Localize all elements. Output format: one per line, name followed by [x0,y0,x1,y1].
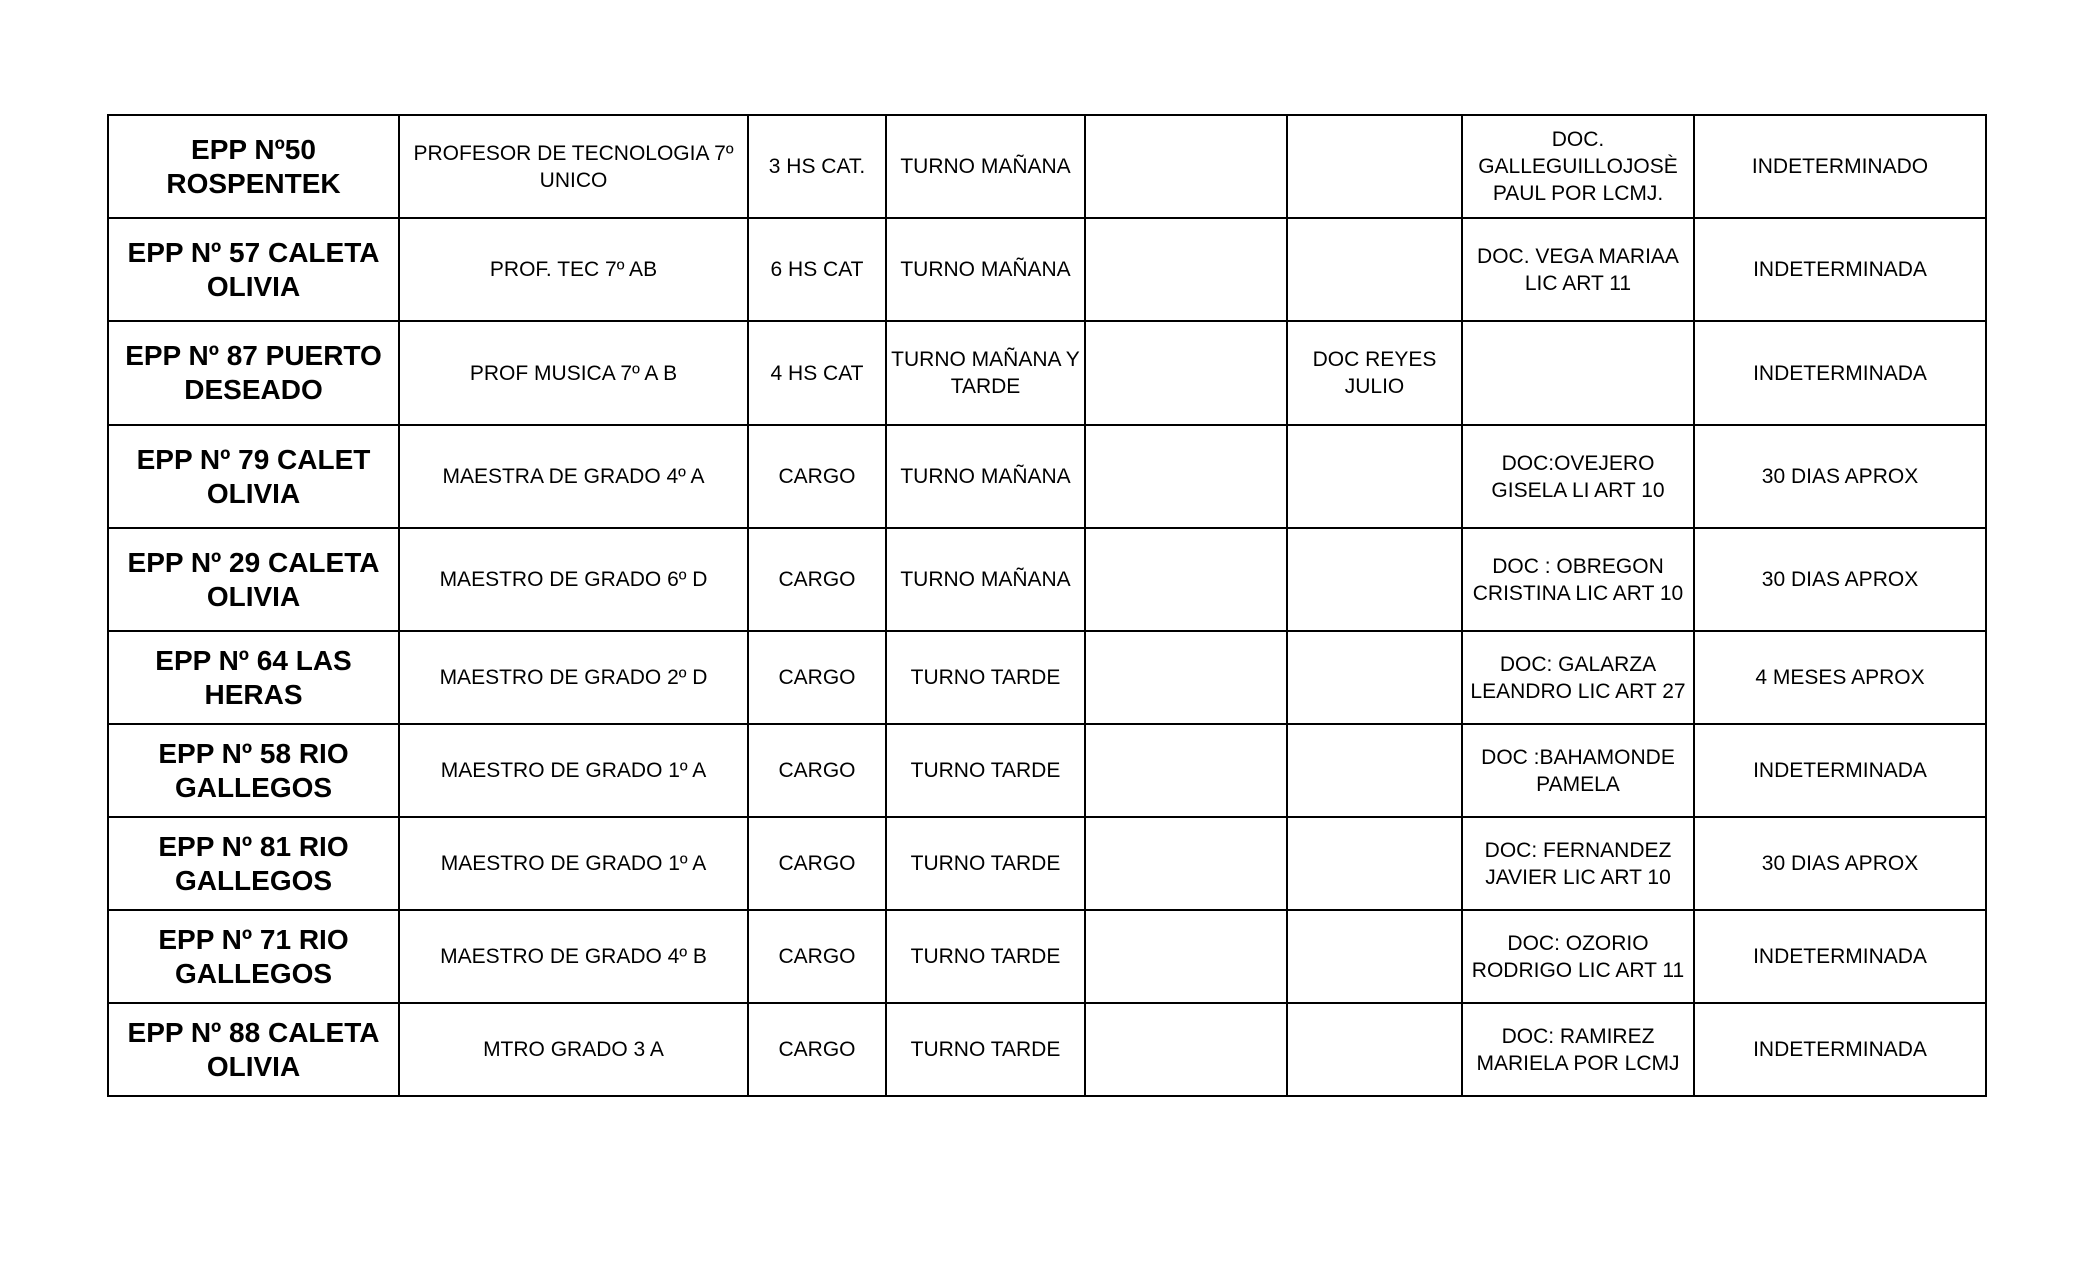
position-cell: MAESTRO DE GRADO 1º A [399,724,748,817]
school-cell: EPP Nº 57 CALETA OLIVIA [108,218,399,321]
position-cell: PROFESOR DE TECNOLOGIA 7º UNICO [399,115,748,218]
school-cell: EPP Nº50 ROSPENTEK [108,115,399,218]
substitute-cell [1287,817,1462,910]
school-cell: EPP Nº 87 PUERTO DESEADO [108,321,399,425]
duration-cell: 30 DIAS APROX [1694,817,1986,910]
empty-cell [1085,115,1287,218]
hours-cell: CARGO [748,1003,886,1096]
teacher-cell: DOC: OZORIO RODRIGO LIC ART 11 [1462,910,1694,1003]
shift-cell: TURNO TARDE [886,724,1085,817]
position-cell: MTRO GRADO 3 A [399,1003,748,1096]
hours-cell: CARGO [748,425,886,528]
vacancies-table [107,114,1987,1097]
hours-cell: 6 HS CAT [748,218,886,321]
substitute-cell [1287,1003,1462,1096]
duration-cell: INDETERMINADA [1694,910,1986,1003]
table-row [108,817,1986,910]
table-row [108,910,1986,1003]
table-row [108,724,1986,817]
school-cell: EPP Nº 81 RIO GALLEGOS [108,817,399,910]
position-cell: MAESTRO DE GRADO 6º D [399,528,748,631]
table-row [108,425,1986,528]
teacher-cell: DOC: FERNANDEZ JAVIER LIC ART 10 [1462,817,1694,910]
empty-cell [1085,321,1287,425]
teacher-cell: DOC. VEGA MARIAA LIC ART 11 [1462,218,1694,321]
hours-cell: 3 HS CAT. [748,115,886,218]
hours-cell: CARGO [748,817,886,910]
school-cell: EPP Nº 71 RIO GALLEGOS [108,910,399,1003]
teacher-cell: DOC. GALLEGUILLOJOSÈ PAUL POR LCMJ. [1462,115,1694,218]
school-cell: EPP Nº 88 CALETA OLIVIA [108,1003,399,1096]
position-cell: MAESTRO DE GRADO 4º B [399,910,748,1003]
empty-cell [1085,218,1287,321]
empty-cell [1085,528,1287,631]
hours-cell: CARGO [748,528,886,631]
teacher-cell: DOC : OBREGON CRISTINA LIC ART 10 [1462,528,1694,631]
position-cell: PROF MUSICA 7º A B [399,321,748,425]
school-cell: EPP Nº 79 CALET OLIVIA [108,425,399,528]
empty-cell [1085,724,1287,817]
duration-cell: 4 MESES APROX [1694,631,1986,724]
school-cell: EPP Nº 58 RIO GALLEGOS [108,724,399,817]
table-row [108,218,1986,321]
teacher-cell: DOC: GALARZA LEANDRO LIC ART 27 [1462,631,1694,724]
position-cell: MAESTRA DE GRADO 4º A [399,425,748,528]
shift-cell: TURNO TARDE [886,910,1085,1003]
substitute-cell: DOC REYES JULIO [1287,321,1462,425]
teacher-cell [1462,321,1694,425]
substitute-cell [1287,425,1462,528]
position-cell: MAESTRO DE GRADO 2º D [399,631,748,724]
shift-cell: TURNO TARDE [886,1003,1085,1096]
duration-cell: INDETERMINADO [1694,115,1986,218]
substitute-cell [1287,218,1462,321]
hours-cell: CARGO [748,910,886,1003]
table-row [108,631,1986,724]
school-cell: EPP Nº 29 CALETA OLIVIA [108,528,399,631]
empty-cell [1085,910,1287,1003]
shift-cell: TURNO MAÑANA [886,425,1085,528]
duration-cell: 30 DIAS APROX [1694,528,1986,631]
substitute-cell [1287,724,1462,817]
shift-cell: TURNO MAÑANA Y TARDE [886,321,1085,425]
substitute-cell [1287,631,1462,724]
substitute-cell [1287,115,1462,218]
teacher-cell: DOC: RAMIREZ MARIELA POR LCMJ [1462,1003,1694,1096]
table-row [108,1003,1986,1096]
position-cell: MAESTRO DE GRADO 1º A [399,817,748,910]
shift-cell: TURNO MAÑANA [886,218,1085,321]
empty-cell [1085,1003,1287,1096]
empty-cell [1085,631,1287,724]
teacher-cell: DOC :BAHAMONDE PAMELA [1462,724,1694,817]
duration-cell: INDETERMINADA [1694,1003,1986,1096]
duration-cell: INDETERMINADA [1694,724,1986,817]
table-row [108,321,1986,425]
duration-cell: INDETERMINADA [1694,218,1986,321]
empty-cell [1085,425,1287,528]
table-row [108,528,1986,631]
hours-cell: CARGO [748,724,886,817]
shift-cell: TURNO MAÑANA [886,528,1085,631]
empty-cell [1085,817,1287,910]
position-cell: PROF. TEC 7º AB [399,218,748,321]
substitute-cell [1287,528,1462,631]
duration-cell: INDETERMINADA [1694,321,1986,425]
shift-cell: TURNO MAÑANA [886,115,1085,218]
shift-cell: TURNO TARDE [886,631,1085,724]
duration-cell: 30 DIAS APROX [1694,425,1986,528]
hours-cell: CARGO [748,631,886,724]
school-cell: EPP Nº 64 LAS HERAS [108,631,399,724]
table-row [108,115,1986,218]
shift-cell: TURNO TARDE [886,817,1085,910]
teacher-cell: DOC:OVEJERO GISELA LI ART 10 [1462,425,1694,528]
hours-cell: 4 HS CAT [748,321,886,425]
substitute-cell [1287,910,1462,1003]
